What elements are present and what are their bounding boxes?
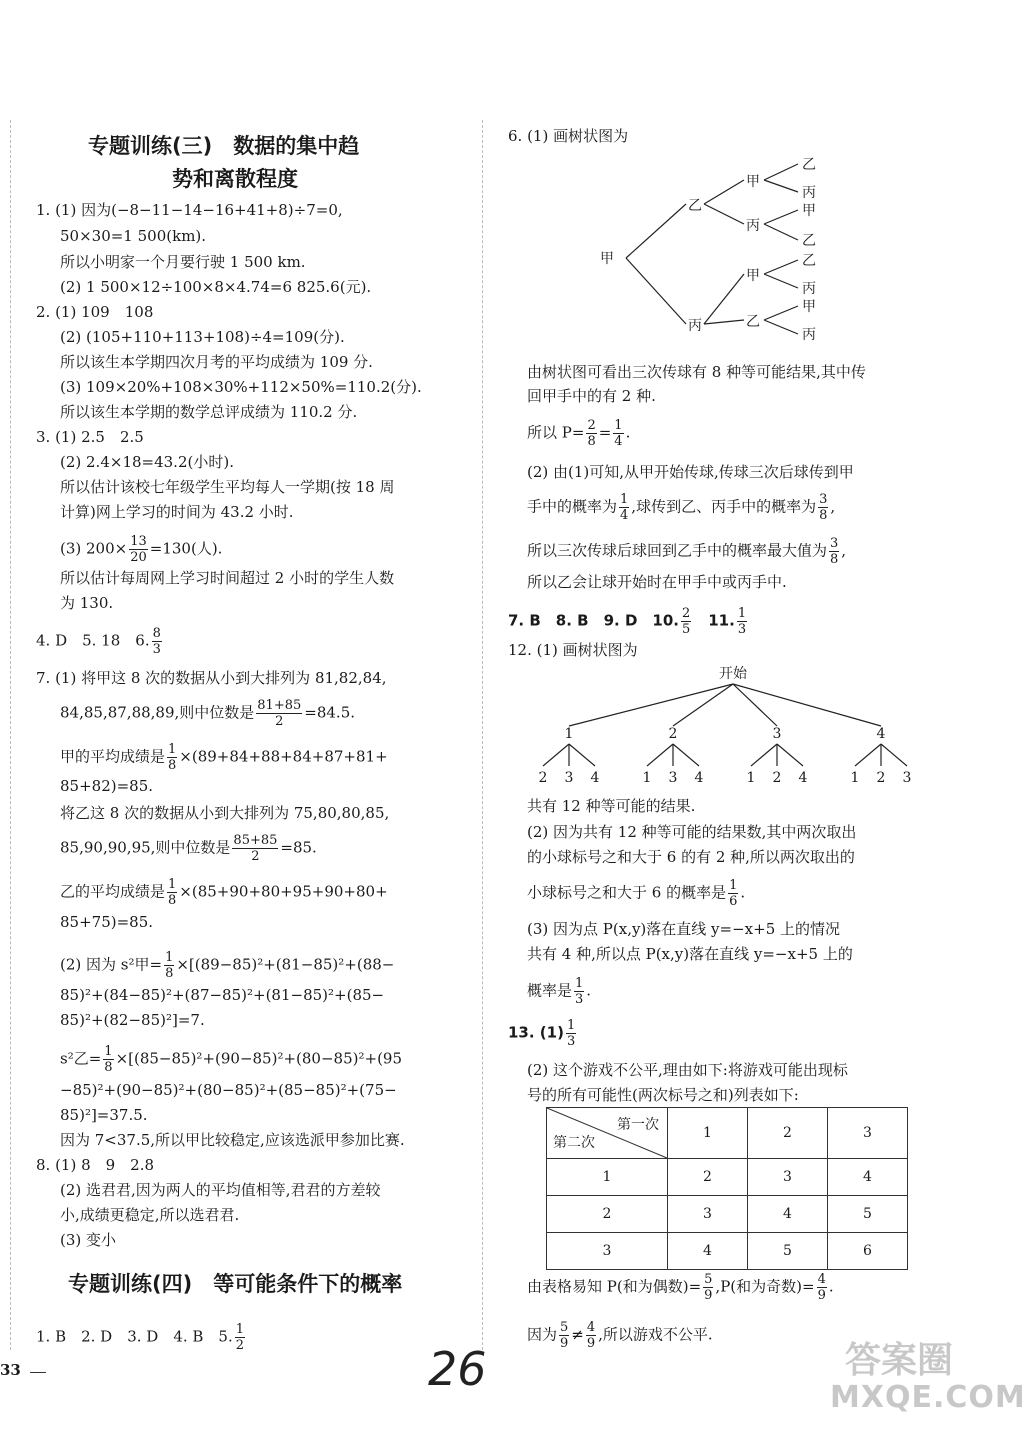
table-cell: 4 bbox=[668, 1233, 748, 1270]
tree-branch bbox=[881, 744, 907, 766]
tree-branch bbox=[764, 274, 798, 288]
tree-root-label: 开始 bbox=[719, 666, 747, 682]
answer-line-with-fraction: 所以三次传球后球回到乙手中的概率最大值为 $\frac{3}{8}$ , bbox=[527, 536, 847, 567]
table-col-header: 2 bbox=[748, 1108, 828, 1159]
answer-line: −85)²+(90−85)²+(80−85)²+(85−85)²+(75− bbox=[60, 1081, 397, 1099]
table-cell: 5 bbox=[828, 1196, 908, 1233]
answer-line: 为 130. bbox=[60, 594, 114, 612]
tree-branch bbox=[673, 684, 733, 726]
tree-level1-label: 2 bbox=[668, 726, 678, 742]
answer-line: (3) 变小 bbox=[60, 1231, 117, 1249]
tree-branch bbox=[764, 164, 798, 180]
table-row-header: 1 bbox=[547, 1159, 668, 1196]
tree-level1-label: 3 bbox=[772, 726, 782, 742]
answer-line: 12. (1) 画树状图为 bbox=[508, 641, 638, 659]
tree-branch bbox=[764, 180, 798, 192]
tree-branch bbox=[704, 320, 744, 324]
tree-diagram-balls bbox=[525, 662, 925, 792]
handwritten-page-number: 26 bbox=[428, 1342, 487, 1396]
tree-branch bbox=[764, 210, 798, 224]
answer-line: 共有 12 种等可能的结果. bbox=[527, 797, 696, 815]
tree-level1-label: 4 bbox=[876, 726, 886, 742]
table-row bbox=[547, 1159, 908, 1196]
tree-branch bbox=[647, 744, 673, 766]
answer-line: 小,成绩更稳定,所以选君君. bbox=[60, 1206, 240, 1224]
tree-diagram-passing bbox=[600, 148, 840, 348]
tree-level2-label: 甲 bbox=[746, 268, 760, 284]
tree-level3-label: 丙 bbox=[802, 281, 816, 297]
answer-line: 的小球标号之和大于 6 的有 2 种,所以两次取出的 bbox=[527, 848, 855, 866]
tree-level2-label: 1 bbox=[746, 770, 756, 786]
table-col-header: 1 bbox=[668, 1108, 748, 1159]
tree-level3-label: 丙 bbox=[802, 327, 816, 343]
answer-line: 3. (1) 2.5 2.5 bbox=[36, 428, 144, 446]
tree-level3-label: 甲 bbox=[802, 203, 816, 219]
watermark-url: MXQE.COM bbox=[830, 1380, 1026, 1415]
answer-line: 85+75)=85. bbox=[60, 913, 154, 931]
answer-line-with-fraction: 84,85,87,88,89,则中位数是 $\frac{81+85}{2}$ =84.5. bbox=[60, 698, 356, 729]
tree-branch bbox=[764, 320, 798, 334]
answer-line: 85+82)=85. bbox=[60, 777, 154, 795]
answer-line: 共有 4 种,所以点 P(x,y)落在直线 y=−x+5 上的 bbox=[527, 945, 853, 963]
answer-line-with-fraction: 因为 $\frac{5}{9}$ ≠ $\frac{4}{9}$ ,所以游戏不公平. bbox=[527, 1320, 713, 1351]
tree-branch bbox=[626, 204, 686, 258]
left-margin-rule bbox=[10, 120, 12, 1350]
table-cell: 5 bbox=[748, 1233, 828, 1270]
tree-level2-label: 甲 bbox=[746, 174, 760, 190]
table-col-header: 3 bbox=[828, 1108, 908, 1159]
answer-line: 所以估计每周网上学习时间超过 2 小时的学生人数 bbox=[60, 569, 395, 587]
table-row bbox=[547, 1233, 908, 1270]
tree-level1-label: 乙 bbox=[688, 198, 702, 214]
answer-line: 85)²+(82−85)²]=7. bbox=[60, 1011, 205, 1029]
tree-level2-label: 2 bbox=[772, 770, 782, 786]
tree-level2-label: 1 bbox=[850, 770, 860, 786]
tree-branch bbox=[704, 274, 744, 324]
answer-line-with-fraction: 由表格易知 P(和为偶数)= $\frac{5}{9}$ ,P(和为奇数)= $\frac{4}{9}$ . bbox=[527, 1272, 834, 1303]
sum-table bbox=[546, 1107, 908, 1270]
tree-level1-label: 1 bbox=[564, 726, 574, 742]
tree-level2-label: 4 bbox=[798, 770, 808, 786]
answer-line: 所以乙会让球开始时在甲手中或丙手中. bbox=[527, 573, 787, 591]
answer-line: 所以该生本学期四次月考的平均成绩为 109 分. bbox=[60, 353, 373, 371]
tree-root-label: 甲 bbox=[600, 251, 614, 267]
answer-line: 50×30=1 500(km). bbox=[60, 227, 207, 245]
answer-line: 6. (1) 画树状图为 bbox=[508, 127, 629, 145]
table-cell: 4 bbox=[828, 1159, 908, 1196]
tree-level3-label: 乙 bbox=[802, 233, 816, 249]
answer-line-with-fraction: 概率是 $\frac{1}{3}$ . bbox=[527, 976, 592, 1007]
tree-level2-label: 3 bbox=[668, 770, 678, 786]
answer-line: 将乙这 8 次的数据从小到大排列为 75,80,80,85, bbox=[60, 804, 390, 822]
answer-line: 7. (1) 将甲这 8 次的数据从小到大排列为 81,82,84, bbox=[36, 669, 387, 687]
answer-line: 由树状图可看出三次传球有 8 种等可能结果,其中传 bbox=[527, 363, 866, 381]
answer-line: 计算)网上学习的时间为 43.2 小时. bbox=[60, 503, 294, 521]
tree-level1-label: 丙 bbox=[688, 318, 702, 334]
table-cell: 6 bbox=[828, 1233, 908, 1270]
answer-line: 因为 7<37.5,所以甲比较稳定,应该选派甲参加比赛. bbox=[60, 1131, 405, 1149]
section-title-3-line1: 专题训练(三) 数据的集中趋 bbox=[88, 134, 360, 158]
tree-branch bbox=[626, 258, 686, 324]
answer-line: 8. (1) 8 9 2.8 bbox=[36, 1156, 155, 1174]
answer-line: (2) 选君君,因为两人的平均值相等,君君的方差较 bbox=[60, 1181, 381, 1199]
answer-line: (3) 109×20%+108×30%+112×50%=110.2(分). bbox=[60, 378, 422, 396]
answer-line: (2) 这个游戏不公平,理由如下:将游戏可能出现标 bbox=[527, 1061, 848, 1079]
page-number-dash bbox=[30, 1372, 46, 1373]
answer-line-with-fraction: 手中的概率为 $\frac{1}{4}$ ,球传到乙、丙手中的概率为 $\frac{3}{8}$ , bbox=[527, 492, 836, 523]
tree-level3-label: 乙 bbox=[802, 157, 816, 173]
answer-line-with-fraction: s²乙= $\frac{1}{8}$ ×[(85−85)²+(90−85)²+(80−85)²+(95 bbox=[60, 1044, 403, 1075]
table-corner-cell: 第一次 第二次 bbox=[547, 1108, 668, 1159]
answer-line-with-fraction: 4. D 5. 18 6. $\frac{8}{3}$ bbox=[36, 626, 161, 657]
answer-line-with-fraction: (3) 200× $\frac{13}{20}$ =130(人). bbox=[60, 534, 223, 565]
answer-line-with-fraction: 7. B 8. B 9. D 10. $\frac{2}{5}$ 11. $\frac{1}{3}$ bbox=[508, 606, 747, 637]
answer-line: (2) (105+110+113+108)÷4=109(分). bbox=[60, 328, 345, 346]
tree-level2-label: 3 bbox=[902, 770, 912, 786]
table-cell: 3 bbox=[668, 1196, 748, 1233]
answer-line: 号的所有可能性(两次标号之和)列表如下: bbox=[527, 1086, 799, 1104]
table-cell: 4 bbox=[748, 1196, 828, 1233]
answer-line: (2) 1 500×12÷100×8×4.74=6 825.6(元). bbox=[60, 278, 372, 296]
watermark-logo: 答案圈 bbox=[845, 1340, 954, 1381]
answer-line: 1. (1) 因为(−8−11−14−16+41+8)÷7=0, bbox=[36, 201, 343, 219]
answer-line: (2) 2.4×18=43.2(小时). bbox=[60, 453, 234, 471]
tree-branch bbox=[704, 180, 744, 204]
tree-branch bbox=[673, 744, 699, 766]
tree-level3-label: 丙 bbox=[802, 185, 816, 201]
table-row-header: 2 bbox=[547, 1196, 668, 1233]
answer-line-with-fraction: 小球标号之和大于 6 的概率是 $\frac{1}{6}$ . bbox=[527, 878, 746, 909]
table-row-header: 3 bbox=[547, 1233, 668, 1270]
tree-level2-label: 2 bbox=[876, 770, 886, 786]
answer-line-with-fraction: (2) 因为 s²甲= $\frac{1}{8}$ ×[(89−85)²+(81−85)²+(88− bbox=[60, 950, 395, 981]
answer-line: 所以估计该校七年级学生平均每人一学期(按 18 周 bbox=[60, 478, 395, 496]
answer-line-with-fraction: 所以 P= $\frac{2}{8}$ = $\frac{1}{4}$ . bbox=[527, 418, 631, 449]
tree-branch bbox=[764, 306, 798, 320]
section-title-4: 专题训练(四) 等可能条件下的概率 bbox=[68, 1272, 403, 1296]
tree-level2-label: 1 bbox=[642, 770, 652, 786]
answer-line: 回甲手中的有 2 种. bbox=[527, 387, 656, 405]
answer-line: 85)²]=37.5. bbox=[60, 1106, 148, 1124]
answer-line-with-fraction: 甲的平均成绩是 $\frac{1}{8}$ ×(89+84+88+84+87+81+ bbox=[60, 742, 388, 773]
tree-branch bbox=[569, 744, 595, 766]
tree-level2-label: 丙 bbox=[746, 218, 760, 234]
answer-line: 所以该生本学期的数学总评成绩为 110.2 分. bbox=[60, 403, 358, 421]
answer-line-with-fraction: 85,90,90,95,则中位数是 $\frac{85+85}{2}$ =85. bbox=[60, 833, 317, 864]
section-title-3-line2: 势和离散程度 bbox=[172, 167, 298, 191]
answer-line: 85)²+(84−85)²+(87−85)²+(81−85)²+(85− bbox=[60, 986, 385, 1004]
tree-branch bbox=[855, 744, 881, 766]
answer-line-with-fraction: 1. B 2. D 3. D 4. B 5. $\frac{1}{2}$ bbox=[36, 1322, 245, 1353]
answer-line: 所以小明家一个月要行驶 1 500 km. bbox=[60, 253, 306, 271]
tree-level2-label: 4 bbox=[590, 770, 600, 786]
tree-level2-label: 3 bbox=[564, 770, 574, 786]
tree-branch bbox=[764, 224, 798, 240]
table-cell: 2 bbox=[668, 1159, 748, 1196]
tree-branch bbox=[543, 744, 569, 766]
tree-level3-label: 甲 bbox=[802, 299, 816, 315]
answer-line-with-fraction: 乙的平均成绩是 $\frac{1}{8}$ ×(85+90+80+95+90+80+ bbox=[60, 877, 388, 908]
tree-branch bbox=[777, 744, 803, 766]
answer-line: (2) 因为共有 12 种等可能的结果数,其中两次取出 bbox=[527, 823, 857, 841]
tree-level2-label: 2 bbox=[538, 770, 548, 786]
answer-line-with-fraction: 13. (1) $\frac{1}{3}$ bbox=[508, 1018, 576, 1049]
tree-branch bbox=[704, 204, 744, 224]
page-number: 33 bbox=[0, 1361, 21, 1379]
tree-branch bbox=[751, 744, 777, 766]
answer-line: (2) 由(1)可知,从甲开始传球,传球三次后球传到甲 bbox=[527, 463, 854, 481]
table-cell: 3 bbox=[748, 1159, 828, 1196]
tree-level2-label: 4 bbox=[694, 770, 704, 786]
table-row bbox=[547, 1196, 908, 1233]
tree-branch bbox=[764, 260, 798, 274]
column-divider bbox=[482, 120, 484, 1350]
tree-level3-label: 乙 bbox=[802, 253, 816, 269]
answer-line: (3) 因为点 P(x,y)落在直线 y=−x+5 上的情况 bbox=[527, 920, 841, 938]
tree-branch bbox=[569, 684, 733, 726]
answer-line: 2. (1) 109 108 bbox=[36, 303, 154, 321]
tree-level2-label: 乙 bbox=[746, 314, 760, 330]
